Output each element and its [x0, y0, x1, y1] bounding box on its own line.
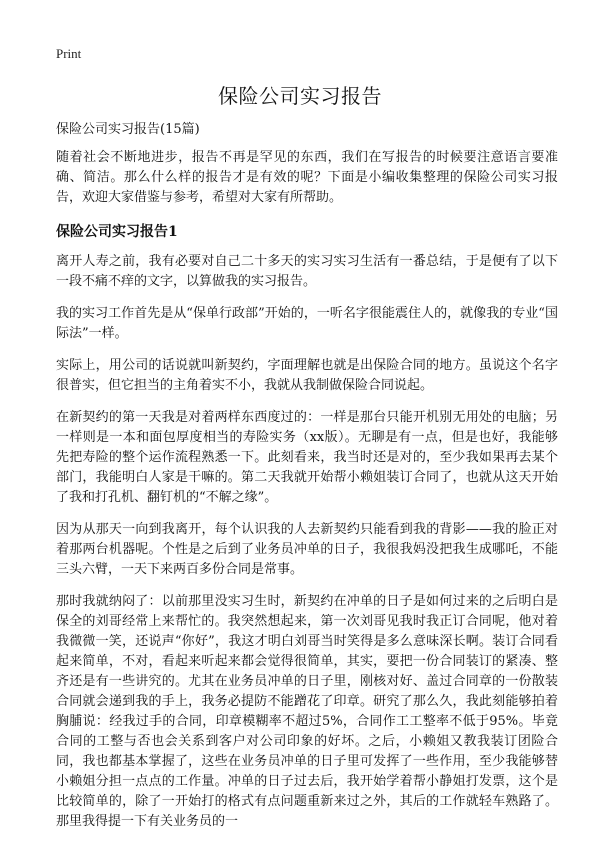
intro-paragraph: 随着社会不断地进步，报告不再是罕见的东西，我们在写报告的时候要注意语言要准确、简洁。那么什么样的报告才是有效的呢？下面是小编收集整理的保险公司实习报告，欢迎大家借鉴与参考，希望对大家有所帮助。: [56, 150, 558, 205]
body-paragraph-6: 那时我就纳闷了：以前那里没实习生时，新契约在冲单的日子是如何过来的之后明白是保全的刘哥经常上来帮忙的。我突然想起来，第一次刘哥见我时我正订合同呢，他对着我微微一笑，还说声“你好”，我这才明白刘哥当时笑得是多么意味深长啊。装订合同看起来简单，不对，看起来听起来都会觉得很简单，其实，要把一份合同装订的紧凑、整齐还是有一些讲究的。尤其在业务员冲单的日子里，刚核对好、盖过合同章的一份散装合同就会递到我的手上，我务必提防不能蹭花了印章。研究了那么久，我此刻能够拍着胸脯说：经我过手的合同，印章模糊率不超过5%，合同作工工整率不低于95%。毕竟合同的工整与否也会关系到客户对公司印象的好坏。之后，小赖姐又教我装订团险合同，我也都基本掌握了，这些在业务员冲单的日子里可发挥了一些作用，至少我能够替小赖姐分担一点点的工作量。冲单的日子过去后，我开始学着帮小静姐打发票，这个是比较简单的，除了一开始打的格式有点问题重新来过之外，其后的工作就轻车熟路了。那里我得提一下有关业务员的一: [56, 594, 558, 829]
body-paragraph-1: 离开人寿之前，我有必要对自己二十多天的实习实习生活有一番总结，于是便有了以下一段不痛不痒的文字，以算做我的实习报告。: [56, 254, 558, 289]
body-paragraph-2: 我的实习工作首先是从“保单行政部”开始的，一听名字很能震住人的，就像我的专业“国际法”一样。: [56, 306, 558, 341]
document-title: 保险公司实习报告: [218, 84, 382, 108]
document-body: [56, 120, 558, 844]
document-subtitle: 保险公司实习报告(15篇): [56, 122, 200, 137]
print-link[interactable]: Print: [56, 46, 82, 61]
section-heading: 保险公司实习报告1: [56, 224, 178, 240]
body-paragraph-5: 因为从那天一向到我离开，每个认识我的人去新契约只能看到我的背影——我的脸正对着那两台机器呢。个性是之后到了业务员冲单的日子，我很我妈没把我生成哪吒，不能三头六臂，一天下来两百多份合同是常事。: [56, 522, 558, 577]
body-paragraph-4: 在新契约的第一天我是对着两样东西度过的：一样是那台只能开机别无用处的电脑；另一样则是一本和面包厚度相当的寿险实务（xx版）。无聊是有一点，但是也好，我能够先把寿险的整个运作流程熟悉一下。此刻看来，我当时还是对的，至少我如果再去某个部门，我能明白人家是干嘛的。第二天我就开始帮小赖姐装订合同了，也就从这天开始了我和打孔机、翻钉机的“不解之缘”。: [56, 410, 558, 505]
body-paragraph-3: 实际上，用公司的话说就叫新契约，字面理解也就是出保险合同的地方。虽说这个名字很普实，但它担当的主角着实不小，我就从我制做保险合同说起。: [56, 358, 558, 393]
